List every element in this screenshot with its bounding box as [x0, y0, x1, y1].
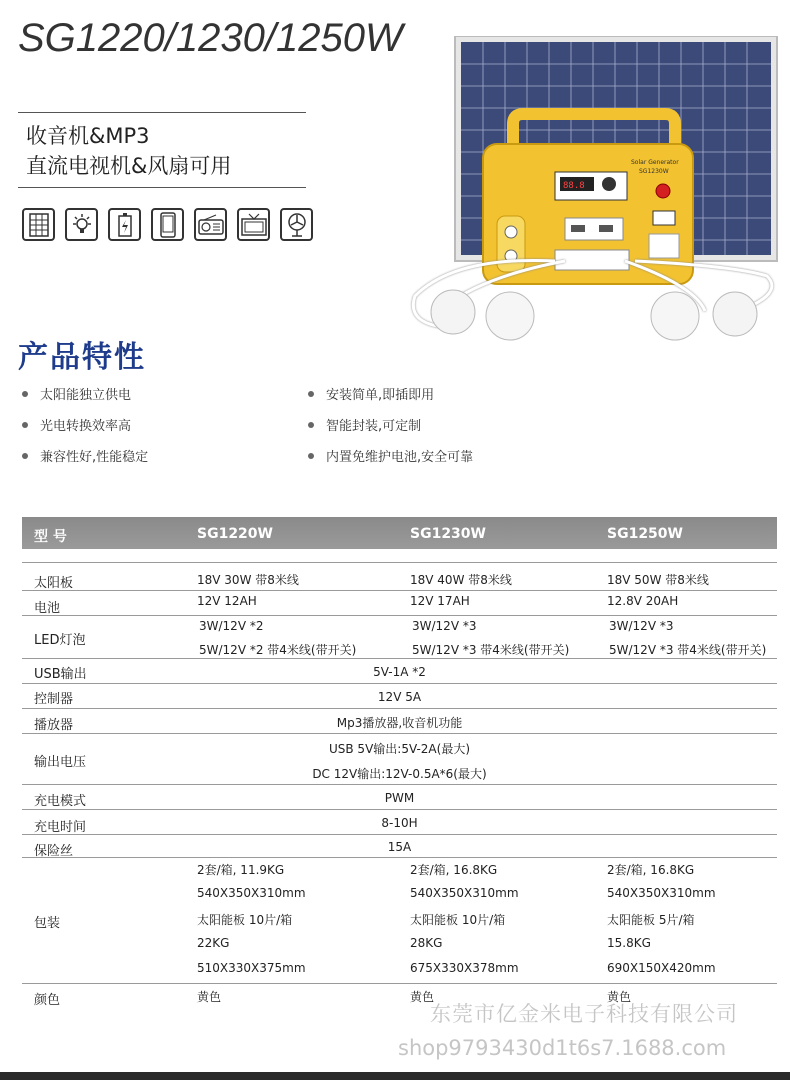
- product-image: [395, 36, 785, 346]
- fan-icon: [280, 208, 313, 241]
- row-label: 控制器: [34, 692, 74, 707]
- application-icons: [22, 208, 313, 241]
- cell: 540X350X310mm: [197, 886, 306, 900]
- svg-text:88.8: 88.8: [563, 181, 585, 191]
- cell: PWM: [384, 791, 415, 805]
- header-sg1220w: SG1220W: [197, 526, 273, 542]
- spec-table: [22, 517, 777, 1008]
- row-label: 颜色: [34, 993, 61, 1008]
- cell: 510X330X375mm: [197, 961, 306, 975]
- cell: 2套/箱, 11.9KG: [197, 863, 285, 877]
- bottom-bar: [0, 1072, 790, 1080]
- bullet-item: 太阳能独立供电: [22, 384, 131, 403]
- cell: 675X330X378mm: [410, 961, 519, 975]
- product-title: SG1220/1230/1250W: [18, 16, 403, 60]
- header-model: 型 号: [34, 529, 67, 545]
- row-label: 包装: [34, 916, 61, 931]
- cell: 12V 5A: [377, 690, 422, 704]
- header-sg1230w: SG1230W: [410, 526, 486, 542]
- bulb-icon: [65, 208, 98, 241]
- cell: 18V 50W 带8米线: [607, 573, 709, 587]
- row-label: 电池: [34, 601, 61, 616]
- watermark-shop: shop9793430d1t6s7.1688.com: [398, 1036, 727, 1060]
- cell: 2套/箱, 16.8KG: [410, 863, 498, 877]
- cell: 3W/12V *3: [609, 619, 674, 633]
- header-sg1250w: SG1250W: [607, 526, 683, 542]
- bullet-item: 内置免维护电池,安全可靠: [308, 446, 473, 465]
- cell: 540X350X310mm: [410, 886, 519, 900]
- bullet-item: 智能封装,可定制: [308, 415, 421, 434]
- cell: DC 12V输出:12V-0.5A*6(最大): [312, 767, 487, 781]
- table-row: [22, 709, 777, 734]
- cell: 15.8KG: [607, 936, 651, 950]
- cell: 5W/12V *3 带4米线(带开关): [609, 643, 767, 657]
- row-label: 充电时间: [34, 820, 87, 835]
- cell: 黄色: [607, 990, 632, 1004]
- cell: 8-10H: [381, 816, 418, 830]
- cell: 540X350X310mm: [607, 886, 716, 900]
- cell: 黄色: [197, 990, 222, 1004]
- cell: 太阳能板 10片/箱: [410, 913, 506, 927]
- cell: 太阳能板 10片/箱: [197, 913, 293, 927]
- table-row: [22, 684, 777, 709]
- feature-line-2: 直流电视机&风扇可用: [26, 154, 232, 178]
- phone-icon: [151, 208, 184, 241]
- table-row: [22, 810, 777, 835]
- row-label: 太阳板: [34, 576, 74, 591]
- product-label-2: SG1230W: [639, 168, 669, 175]
- row-label: USB输出: [34, 667, 87, 682]
- table-row: [22, 591, 777, 616]
- tv-icon: [237, 208, 270, 241]
- row-label: LED灯泡: [34, 633, 86, 648]
- cell: 2套/箱, 16.8KG: [607, 863, 695, 877]
- cell: 5W/12V *2 带4米线(带开关): [199, 643, 357, 657]
- table-row: [22, 785, 777, 810]
- feature-box: [18, 112, 306, 188]
- cell: USB 5V输出:5V-2A(最大): [328, 742, 470, 756]
- cell: Mp3播放器,收音机功能: [336, 716, 463, 730]
- table-row: [22, 835, 777, 858]
- bullet-item: 安装简单,即插即用: [308, 384, 434, 403]
- cell: 12.8V 20AH: [607, 594, 679, 608]
- cell: 3W/12V *2: [199, 619, 264, 633]
- row-label: 充电模式: [34, 794, 87, 809]
- table-row: [22, 616, 777, 659]
- row-label: 输出电压: [34, 755, 87, 770]
- battery-icon: [108, 208, 141, 241]
- table-row: [22, 858, 777, 984]
- radio-icon: [194, 208, 227, 241]
- row-label: 播放器: [34, 718, 74, 733]
- cell: 22KG: [197, 936, 230, 950]
- cell: 5W/12V *3 带4米线(带开关): [412, 643, 570, 657]
- row-label: 保险丝: [34, 844, 74, 859]
- features-heading: 产品特性: [18, 340, 146, 375]
- watermark-company: 东莞市亿金米电子科技有限公司: [430, 1002, 738, 1026]
- table-row: [22, 734, 777, 785]
- spec-table-header: [22, 517, 777, 549]
- cell: 3W/12V *3: [412, 619, 477, 633]
- cell: 太阳能板 5片/箱: [607, 913, 695, 927]
- cell: 18V 30W 带8米线: [197, 573, 299, 587]
- bullet-item: 兼容性好,性能稳定: [22, 446, 148, 465]
- feature-line-1: 收音机&MP3: [26, 124, 150, 148]
- cell: 28KG: [410, 936, 443, 950]
- cell: 15A: [387, 840, 412, 854]
- cell: 12V 17AH: [410, 594, 470, 608]
- table-row: [22, 659, 777, 684]
- cell: 690X150X420mm: [607, 961, 716, 975]
- product-label-1: Solar Generator: [631, 159, 679, 166]
- bullet-item: 光电转换效率高: [22, 415, 131, 434]
- cell: 12V 12AH: [197, 594, 257, 608]
- cell: 5V-1A *2: [373, 665, 426, 679]
- table-row: [22, 562, 777, 591]
- cell: 黄色: [410, 990, 435, 1004]
- solar-panel-icon: [22, 208, 55, 241]
- cell: 18V 40W 带8米线: [410, 573, 512, 587]
